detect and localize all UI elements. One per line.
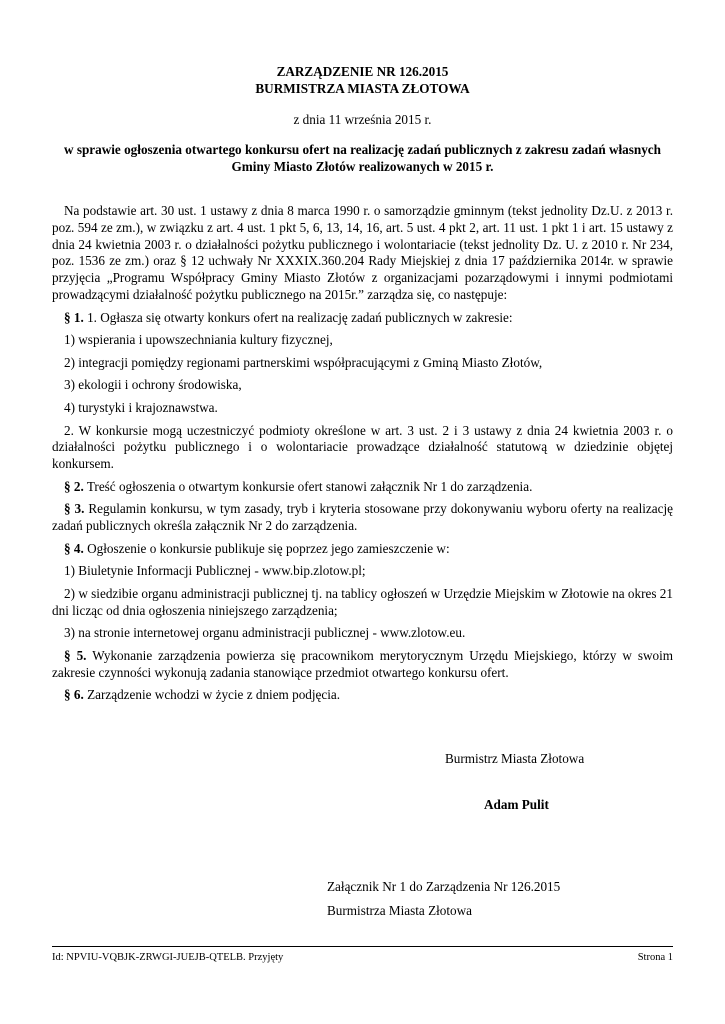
- section-6-text: Zarządzenie wchodzi w życie z dniem podjęcia.: [83, 687, 341, 703]
- document-title: ZARZĄDZENIE NR 126.2015: [276, 64, 449, 79]
- section-5-text: Wykonanie zarządzenia powierza się pracownikom merytorycznym Urzędu Miejskiego, którzy w swoim zakresie czynności wykonują zadania stanowiące przedmiot otwartego konkursu ofert.: [52, 647, 674, 680]
- section-1-label: § 1.: [64, 309, 84, 325]
- list-item: 3) ekologii i ochrony środowiska,: [64, 377, 242, 393]
- list-item: 1) wspierania i upowszechniania kultury fizycznej,: [64, 332, 333, 348]
- section-2-label: § 2.: [64, 478, 84, 494]
- section-4-label: § 4.: [64, 540, 84, 556]
- signature-name: Adam Pulit: [484, 797, 549, 812]
- section-4: [52, 541, 673, 558]
- document-issuer: BURMISTRZA MIASTA ZŁOTOWA: [255, 80, 470, 96]
- document-id: Id: NPVIU-VQBJK-ZRWGI-JUEJB-QTELB. Przyjęty: [52, 952, 284, 963]
- section-5: [52, 648, 673, 682]
- document-header: [52, 64, 673, 176]
- list-item: 3) na stronie internetowej organu administracji publicznej - www.zlotow.eu.: [64, 625, 466, 641]
- section-3: [52, 501, 673, 535]
- list-item: 1) Biuletynie Informacji Publicznej - www.bip.zlotow.pl;: [64, 563, 366, 579]
- page-footer: [52, 952, 673, 963]
- signature-office: Burmistrz Miasta Złotowa: [445, 751, 585, 766]
- document-page: [52, 64, 673, 710]
- section-5-label: § 5.: [64, 647, 87, 663]
- section-1-paragraph-2: 2. W konkursie mogą uczestniczyć podmioty określone w art. 3 ust. 2 i 3 ustawy z dnia 24 kwietnia 2003 r. o działalności pożytku publicznego i o wolontariacie prowadzące działalność statutową w dziedzinie objętej konkursem.: [52, 422, 673, 472]
- section-1: [52, 310, 673, 327]
- annex-reference: Załącznik Nr 1 do Zarządzenia Nr 126.2015: [327, 879, 561, 894]
- list-item: 2) integracji pomiędzy regionami partnerskimi współpracującymi z Gminą Miasto Złotów,: [64, 354, 543, 370]
- section-1-text: 1. Ogłasza się otwarty konkurs ofert na realizację zadań publicznych w zakresie:: [83, 309, 513, 325]
- footer-divider: [52, 946, 673, 947]
- list-item: 4) turystyki i krajoznawstwa.: [64, 399, 218, 415]
- section-3-label: § 3.: [64, 501, 85, 517]
- section-4-text: Ogłoszenie o konkursie publikuje się poprzez jego zamieszczenie w:: [83, 540, 450, 556]
- document-subject: w sprawie ogłoszenia otwartego konkursu ofert na realizację zadań publicznych z zakresu zadań własnych Gminy Miasto Złotów realizowanych w 2015 r.: [64, 142, 661, 175]
- list-item: 2) w siedzibie organu administracji publicznej tj. na tablicy ogłoszeń w Urzędzie Miejskim w Złotowie na okres 21 dni licząc od dnia ogłoszenia niniejszego zarządzenia;: [52, 585, 673, 618]
- section-2: [52, 479, 673, 496]
- section-6: [52, 687, 673, 704]
- page-number: Strona 1: [637, 952, 673, 963]
- preamble: Na podstawie art. 30 ust. 1 ustawy z dnia 8 marca 1990 r. o samorządzie gminnym (tekst jednolity Dz.U. z 2013 r. poz. 594 ze zm.), w związku z art. 4 ust. 1 pkt 5, 6, 13, 14, 16, art. 5 ust. 4 pkt 2, art. 11 ust. 1 pkt 1 i art. 15 ustawy z dnia 24 kwietnia 2003 r. o działalności pożytku publicznego i wolontariacie (tekst jednolity Dz. U. z 2010 r. Nr 234, poz. 1536 ze zm.) oraz § 12 uchwały Nr XXXIX.360.204 Rady Miejskiej z dnia 17 października 2014r. w sprawie przyjęcia „Programu Współpracy Gminy Miasto Złotów z organizacjami pozarządowymi i innymi podmiotami prowadzącymi działalność pożytku publicznego na 2015r.” zarządza się, co następuje:: [52, 202, 673, 302]
- annex-issuer: Burmistrza Miasta Złotowa: [327, 903, 473, 918]
- section-6-label: § 6.: [64, 687, 84, 703]
- section-2-text: Treść ogłoszenia o otwartym konkursie ofert stanowi załącznik Nr 1 do zarządzenia.: [83, 478, 533, 494]
- section-3-text: Regulamin konkursu, w tym zasady, tryb i kryteria stosowane przy dokonywaniu wyboru oferty na realizację zadań publicznych określa załącznik Nr 2 do zarządzenia.: [52, 501, 673, 534]
- document-date: z dnia 11 września 2015 r.: [293, 111, 432, 127]
